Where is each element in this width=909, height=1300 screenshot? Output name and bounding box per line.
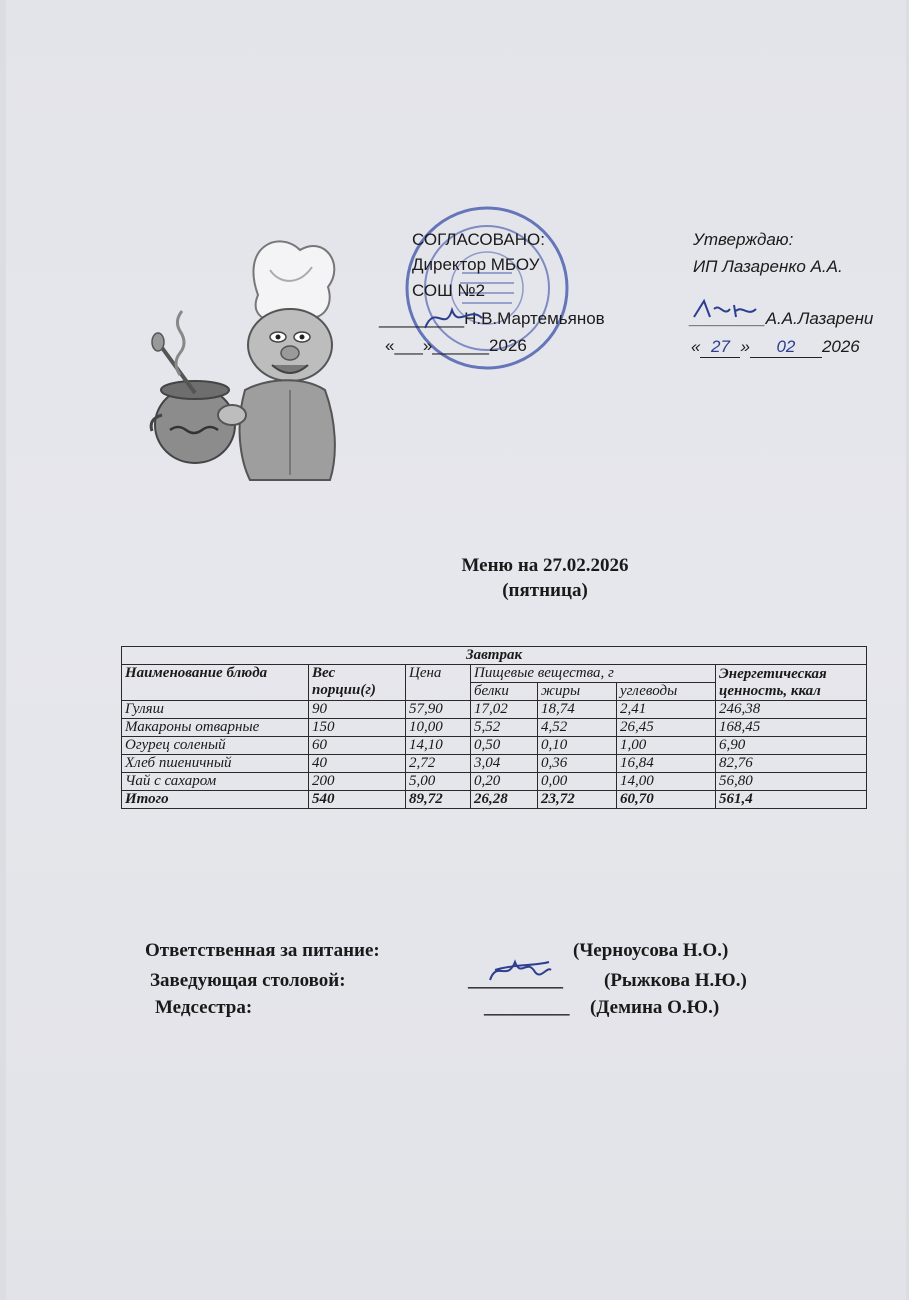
entrepreneur-sign-line: ________А.А.Лазарени [690,309,874,328]
total-row [122,791,867,809]
dish-name: Чай с сахаром [122,773,309,791]
total-carbs: 60,70 [617,791,716,809]
director-sign-line: _________Н.В.Мартемьянов [379,309,605,328]
dish-fats: 0,00 [538,773,617,791]
menu-title [380,553,710,603]
responsible-name: (Черноусова Н.О.) [573,940,729,961]
dish-proteins: 3,04 [471,755,538,773]
nurse-role: Медсестра: [155,997,253,1018]
total-weight: 540 [309,791,406,809]
total-label: Итого [122,791,309,809]
header-price: Цена [406,665,471,701]
header-fats: жиры [538,683,617,701]
dish-carbs: 16,84 [617,755,716,773]
nurse-sign-line: _________ [484,997,570,1018]
dish-proteins: 17,02 [471,701,538,719]
nurse-name: (Демина О.Ю.) [590,997,720,1018]
dish-carbs: 14,00 [617,773,716,791]
approval-day: 27 [700,337,740,358]
dish-weight: 40 [309,755,406,773]
director-date-line: «___»______2026 [385,336,527,355]
total-price: 89,72 [406,791,471,809]
dish-proteins: 5,52 [471,719,538,737]
header-weight: Вес порции(г) [309,665,406,701]
approve-label: Утверждаю: [693,230,794,249]
dish-energy: 56,80 [716,773,867,791]
table-row [122,719,867,737]
entrepreneur-name: ИП Лазаренко А.А. [693,257,843,276]
responsible-role: Ответственная за питание: [145,940,380,961]
menu-date-title: Меню на 27.02.2026 [461,555,629,576]
canteen-head-name: (Рыжкова Н.Ю.) [604,970,747,991]
total-fats: 23,72 [538,791,617,809]
dish-carbs: 1,00 [617,737,716,755]
dish-price: 5,00 [406,773,471,791]
entrepreneur-date-line: « 27 » 02 2026 [691,337,860,356]
director-signature [420,298,490,338]
approval-block [0,0,909,400]
table-row [122,773,867,791]
header-carbs: углеводы [617,683,716,701]
dish-weight: 90 [309,701,406,719]
director-title: Директор МБОУ [412,255,540,274]
dish-energy: 6,90 [716,737,867,755]
header-energy: Энергетическая ценность, ккал [716,665,867,701]
dish-name: Гуляш [122,701,309,719]
dish-carbs: 2,41 [617,701,716,719]
dish-proteins: 0,20 [471,773,538,791]
dish-weight: 60 [309,737,406,755]
dish-energy: 168,45 [716,719,867,737]
canteen-head-role: Заведующая столовой: [150,970,346,991]
table-row [122,737,867,755]
canteen-head-sign-line: __________ [468,970,563,991]
total-energy: 561,4 [716,791,867,809]
dish-proteins: 0,50 [471,737,538,755]
table-caption-row [122,647,867,665]
dish-weight: 200 [309,773,406,791]
dish-fats: 0,10 [538,737,617,755]
approval-month: 02 [750,337,822,358]
header-name: Наименование блюда [122,665,309,701]
dish-fats: 0,36 [538,755,617,773]
table-row [122,701,867,719]
dish-weight: 150 [309,719,406,737]
total-proteins: 26,28 [471,791,538,809]
dish-price: 57,90 [406,701,471,719]
dish-fats: 18,74 [538,701,617,719]
header-nutrients: Пищевые вещества, г [471,665,716,683]
dish-price: 14,10 [406,737,471,755]
dish-price: 10,00 [406,719,471,737]
table-header-row [122,665,867,683]
meal-caption: Завтрак [122,647,867,665]
agreed-label: СОГЛАСОВАНО: [412,230,545,249]
menu-weekday: (пятница) [502,580,588,601]
table-row [122,755,867,773]
approval-year: 2026 [821,337,860,356]
dish-energy: 246,38 [716,701,867,719]
header-proteins: белки [471,683,538,701]
dish-name: Макароны отварные [122,719,309,737]
dish-fats: 4,52 [538,719,617,737]
dish-carbs: 26,45 [617,719,716,737]
dish-energy: 82,76 [716,755,867,773]
menu-table [121,646,867,809]
dish-price: 2,72 [406,755,471,773]
dish-name: Хлеб пшеничный [122,755,309,773]
school-name: СОШ №2 [412,281,486,300]
entrepreneur-signature [690,295,770,325]
dish-name: Огурец соленый [122,737,309,755]
